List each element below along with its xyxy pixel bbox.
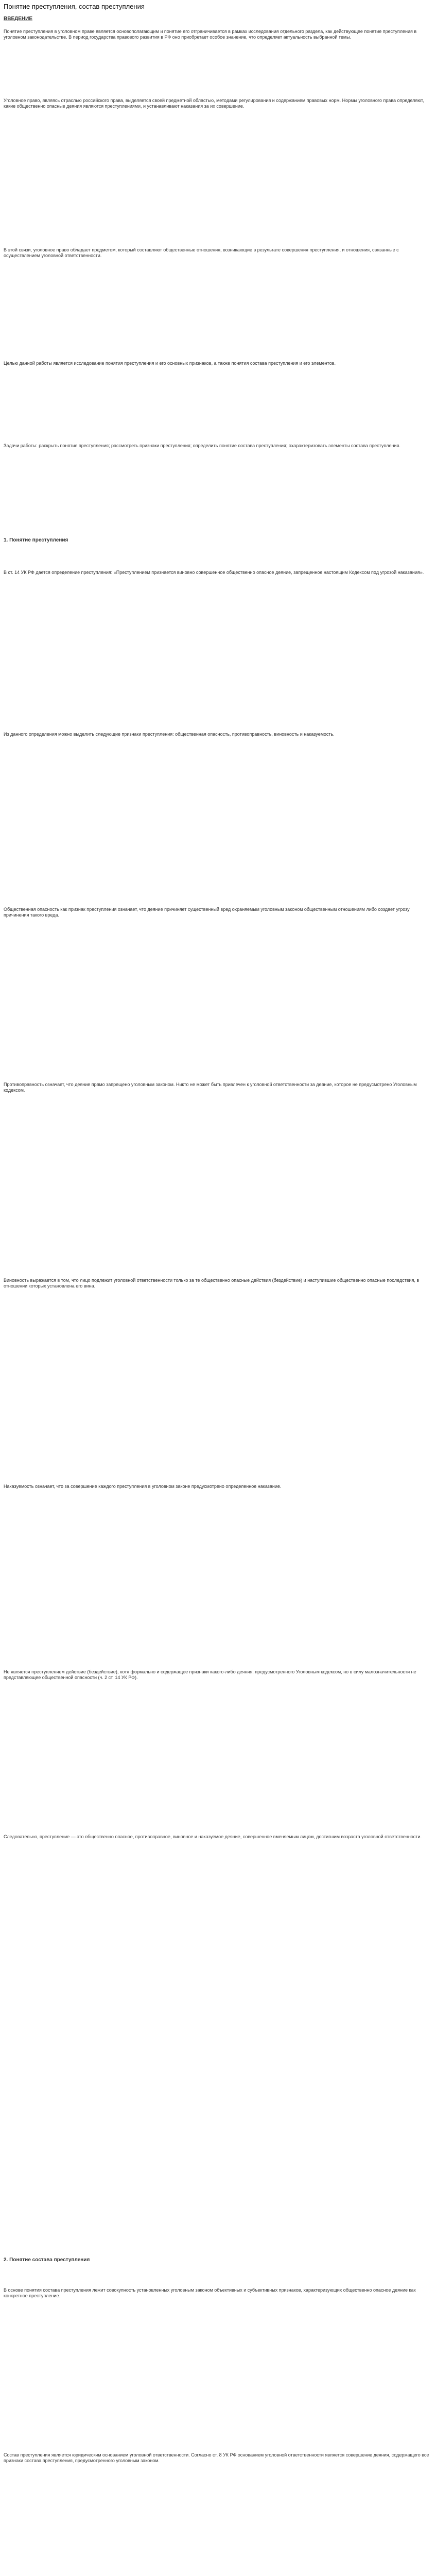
part1-paragraph-8: Следовательно, преступление — это общественно опасное, противоправное, виновное и наказуемое деяние, совершенное вменяемым лицом, достигшим возраста уголовной ответственности. — [4, 1834, 422, 1839]
intro-paragraph-5: Задачи работы: раскрыть понятие преступления; рассмотреть признаки преступления; определить понятие состава преступления; охарактеризовать элементы состава преступления. — [4, 443, 400, 448]
part1-paragraph-5: Виновность выражается в том, что лицо подлежит уголовной ответственности только за те общественно опасные действия (бездействие) и наступившие общественно опасные последствия, в отношении которых установлена его вина. — [4, 1278, 420, 1289]
part1-paragraph-7: Не является преступлением действие (бездействие), хотя формально и содержащее признаки какого-либо деяния, предусмотренного Уголовным кодексом, но в силу малозначительности не представляющее общественной опасности (ч. 2 ст. 14 УК РФ). — [4, 1669, 416, 1680]
section-heading-part2: 2. Понятие состава преступления — [4, 2257, 90, 2263]
part1-paragraph-4: Противоправность означает, что деяние прямо запрещено уголовным законом. Никто не может быть привлечен к уголовной ответственности за деяние, которое не предусмотрено Уголовным кодексом. — [4, 1082, 417, 1093]
part1-paragraph-2: Из данного определения можно выделить следующие признаки преступления: общественная опасность, противоправность, виновность и наказуемость. — [4, 732, 335, 737]
document-title: Понятие преступления, состав преступления — [4, 3, 145, 10]
section-heading-intro: ВВЕДЕНИЕ — [4, 16, 32, 22]
part1-paragraph-1: В ст. 14 УК РФ дается определение преступления: «Преступлением признается виновно совершенное общественно опасное деяние, запрещенное настоящим Кодексом под угрозой наказания». — [4, 570, 424, 575]
intro-paragraph-1: Понятие преступления в уголовном праве является основополагающим и понятие его отграничивается в рамках исследования отдельного раздела, как действующее понятие преступления в уголовном законодательстве. В период государства правового развития в РФ оно приобретает особое значение, что определяет актуальность выбранной темы. — [4, 29, 417, 40]
part2-paragraph-2: Состав преступления является юридическим основанием уголовной ответственности. Согласно ст. 8 УК РФ основанием уголовной ответственности является совершение деяния, содержащего все признаки состава преступления, предусмотренного уголовным законом. — [4, 2452, 429, 2463]
intro-paragraph-3: В этой связи, уголовное право обладает предметом, который составляют общественные отношения, возникающие в результате совершения преступления, и отношения, связанные с осуществлением уголовной ответственности. — [4, 247, 399, 258]
part1-paragraph-3: Общественная опасность как признак преступления означает, что деяние причиняет существенный вред охраняемым уголовным законом общественным отношениям либо создает угрозу причинения такого вреда. — [4, 907, 410, 918]
section-heading-part1: 1. Понятие преступления — [4, 537, 68, 543]
intro-paragraph-4: Целью данной работы является исследование понятия преступления и его основных признаков, а также понятия состава преступления и его элементов. — [4, 361, 336, 366]
intro-paragraph-2: Уголовное право, являясь отраслью российского права, выделяется своей предметной областью, методами регулирования и содержанием правовых норм. Нормы уголовного права определяют, какие общественно опасные деяния являются преступлениями, и устанавливают наказания за их совершение. — [4, 98, 424, 109]
part1-paragraph-6: Наказуемость означает, что за совершение каждого преступления в уголовном законе предусмотрено определенное наказание. — [4, 1484, 282, 1489]
part2-paragraph-1: В основе понятия состава преступления лежит совокупность установленных уголовным законом объективных и субъективных признаков, характеризующих общественно опасное деяние как конкретное преступление. — [4, 2287, 416, 2298]
